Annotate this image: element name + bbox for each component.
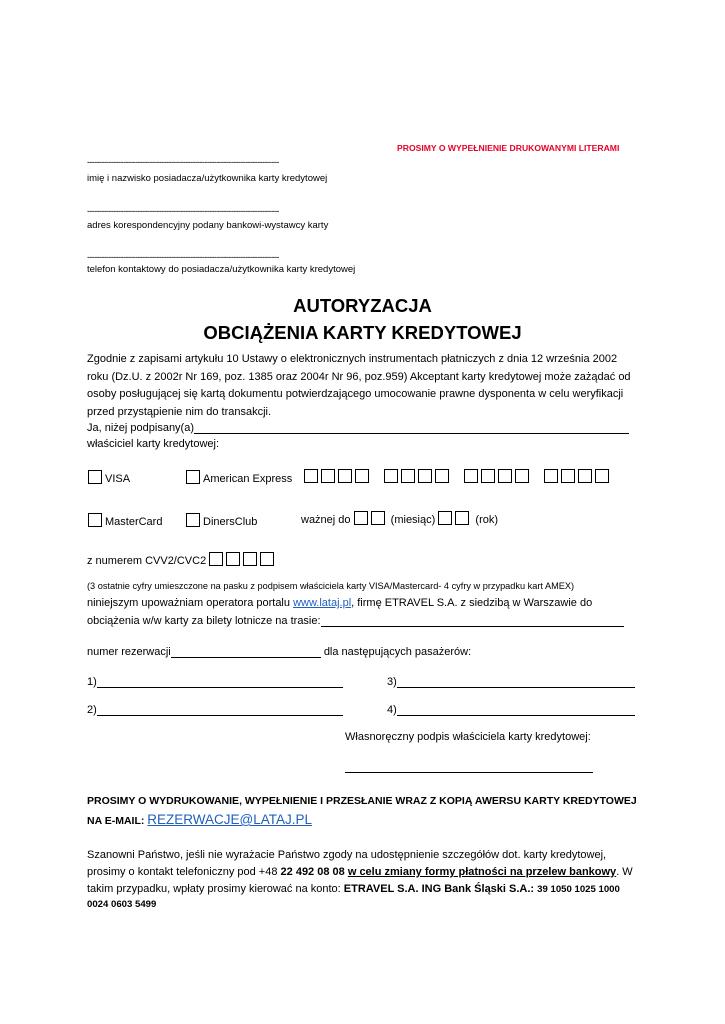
closing-line-2-suffix: . W [616,866,633,878]
route-input[interactable] [321,614,624,627]
visa-label: VISA [105,473,131,485]
owner-label: właściciel karty kredytowej: [87,438,220,450]
cvv-label: z numerem CVV2/CVC2 [87,555,207,567]
year-digit-box[interactable] [438,511,452,525]
card-digit-box[interactable] [464,469,478,483]
card-digit-box[interactable] [515,469,529,483]
account-number-part-2: 0024 0603 5499 [87,899,157,910]
passengers-label: dla następujących pasażerów: [323,646,472,658]
passenger-row [387,703,635,716]
card-digit-box[interactable] [401,469,415,483]
document-subtitle: OBCIĄŻENIA KARTY KREDYTOWEJ [203,322,522,343]
valid-label: ważnej do [301,514,351,526]
diners-option[interactable] [186,513,257,528]
card-digit-box[interactable] [561,469,575,483]
email-link[interactable]: REZERWACJE@LATAJ.PL [147,812,313,827]
passenger-input[interactable] [97,675,343,688]
card-digit-box[interactable] [418,469,432,483]
portal-link[interactable]: www.lataj.pl [293,597,352,609]
cvv-digit-box[interactable] [260,552,274,566]
closing-phone-prefix: prosimy o kontakt telefoniczny pod +48 [87,866,281,878]
card-digit-box[interactable] [481,469,495,483]
request-email-row [87,812,312,827]
closing-line-2 [87,866,633,878]
passenger-number: 3) [387,676,397,688]
document-title: AUTORYZACJA [293,295,432,316]
year-label: (rok) [475,514,499,526]
passenger-input[interactable] [97,703,343,716]
closing-line-1: Szanowni Państwo, jeśli nie wyrażacie Państwo zgody na udostępnienie szczegółów dot. karty kredytowej, [87,849,607,861]
month-digit-box[interactable] [371,511,385,525]
card-digit-box[interactable] [338,469,352,483]
header-note: PROSIMY O WYPEŁNIENIE DRUKOWANYMI LITERAMI [397,143,620,153]
card-digit-box[interactable] [595,469,609,483]
signatory-name-input[interactable] [194,421,629,434]
authorization-suffix: , firmę ETRAVEL S.A. z siedzibą w Warszawie do [351,597,593,609]
signature-label: Własnoręczny podpis właściciela karty kredytowej: [345,731,591,743]
cvv-row [87,552,277,567]
amex-label: American Express [203,473,293,485]
cvv-digit-box[interactable] [243,552,257,566]
charge-label: obciążenia w/w karty za bilety lotnicze na trasie: [87,615,321,627]
amex-option[interactable] [186,470,292,485]
signatory-label: Ja, niżej podpisany(a) [87,422,195,434]
phone-field-line[interactable]: -------------------------------------------------------------------------------- [87,252,279,262]
cvv-digit-box[interactable] [209,552,223,566]
visa-checkbox[interactable] [88,470,102,484]
address-field-label: adres korespondencyjny podany bankowi-wystawcy karty [87,220,329,231]
passenger-input[interactable] [397,703,635,716]
charge-row [87,614,624,627]
card-digit-box[interactable] [355,469,369,483]
reservation-label: numer rezerwacji [87,646,171,658]
diners-label: DinersClub [203,516,258,528]
passenger-number: 1) [87,676,97,688]
request-text: PROSIMY O WYDRUKOWANIE, WYPEŁNIENIE I PRZESŁANIE WRAZ Z KOPIĄ AWERSU KARTY KREDYTOWEJ [87,795,637,807]
diners-checkbox[interactable] [186,513,200,527]
payment-change-note: w celu zmiany formy płatności na przelew bankowy [347,866,617,878]
signature-line[interactable] [345,761,593,773]
passenger-row [87,675,343,688]
month-digit-box[interactable] [354,511,368,525]
card-digit-box[interactable] [544,469,558,483]
closing-line-3 [87,883,620,895]
card-digit-box[interactable] [578,469,592,483]
account-prefix: takim przypadku, wpłaty prosimy kierować na konto: [87,883,344,895]
reservation-row [87,645,471,658]
reservation-number-input[interactable] [171,645,321,658]
card-number-boxes[interactable] [304,468,612,486]
passenger-input[interactable] [397,675,635,688]
passenger-row [87,703,343,716]
amex-checkbox[interactable] [186,470,200,484]
card-digit-box[interactable] [435,469,449,483]
cvv-digit-box[interactable] [226,552,240,566]
card-digit-box[interactable] [384,469,398,483]
name-field-label: imię i nazwisko posiadacza/użytkownika karty kredytowej [87,173,328,184]
card-digit-box[interactable] [304,469,318,483]
passenger-number: 4) [387,704,397,716]
intro-paragraph: Zgodnie z zapisami artykułu 10 Ustawy o elektronicznych instrumentach płatniczych z dnia 12 września 2002 roku (Dz.U. z 2002r Nr 169, poz. 1385 oraz 2004r Nr 96, poz.959) Akceptant karty kredytowej może zażądać od osoby posługującej się kartą dokumentu potwierdzającego umocowanie prawne dysponenta w celu weryfikacji przed przystąpienie nim do transakcji. [87,353,631,418]
signatory-row [87,421,629,434]
passenger-row [387,675,635,688]
year-digit-box[interactable] [455,511,469,525]
month-label: (miesiąc) [390,514,436,526]
cvv-note: (3 ostatnie cyfry umieszczone na pasku z podpisem właściciela karty VISA/Mastercard- 4 cyfry w przypadku kart AMEX) [87,581,575,591]
address-field-line[interactable]: -------------------------------------------------------------------------------- [87,206,279,216]
expiry-row [301,511,498,526]
mastercard-label: MasterCard [105,516,163,528]
authorization-line [87,597,592,609]
card-digit-box[interactable] [498,469,512,483]
visa-option[interactable] [88,470,130,485]
contact-phone: 22 492 08 08 [280,866,345,878]
account-number-part-1: 39 1050 1025 1000 [537,884,620,895]
mastercard-option[interactable] [88,513,162,528]
card-digit-box[interactable] [321,469,335,483]
passenger-number: 2) [87,704,97,716]
phone-field-label: telefon kontaktowy do posiadacza/użytkownika karty kredytowej [87,264,356,275]
mastercard-checkbox[interactable] [88,513,102,527]
email-prefix: NA E-MAIL: [87,815,145,827]
bank-name: ETRAVEL S.A. ING Bank Śląski S.A.: [343,883,535,895]
authorization-prefix: niniejszym upoważniam operatora portalu [87,597,290,609]
name-field-line[interactable]: -------------------------------------------------------------------------------- [87,157,279,167]
